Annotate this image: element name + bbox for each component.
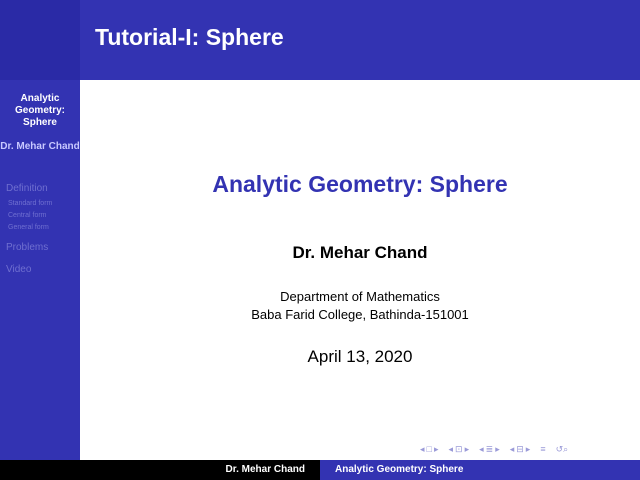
nav-subsection-forward-icon[interactable]: ▸: [464, 444, 470, 454]
institute: [80, 288, 640, 324]
navigation-symbols: [420, 441, 635, 457]
presentation-date: April 13, 2020: [307, 347, 413, 366]
nav-slide-forward-icon[interactable]: ▸: [525, 444, 531, 454]
presentation-author: Dr. Mehar Chand: [292, 243, 428, 262]
sidebar-title-text: Analytic Geometry: Sphere: [14, 93, 65, 128]
header-bar: [80, 0, 640, 80]
sidebar-item-general-form[interactable]: General form: [8, 224, 49, 231]
sidebar: [0, 80, 80, 460]
sidebar-item-central-form[interactable]: Central form: [8, 212, 47, 219]
nav-frame-back-icon[interactable]: ◂: [420, 444, 425, 454]
sidebar-author-text: Dr. Mehar Chand: [0, 141, 80, 152]
nav-zoom-icon[interactable]: ↺⌕: [555, 444, 569, 454]
nav-subsection-back-icon[interactable]: ◂: [448, 444, 454, 454]
sidebar-item-definition[interactable]: Definition: [6, 183, 48, 194]
nav-slide-icon[interactable]: ⊟: [516, 444, 524, 454]
nav-frame-forward-icon[interactable]: ▸: [433, 444, 439, 454]
header-corner: [0, 0, 80, 80]
college: Baba Farid College, Bathinda-151001: [251, 307, 469, 322]
footer-title-box: [320, 460, 640, 480]
nav-section-back-icon[interactable]: ◂: [479, 444, 484, 454]
footer-author-box: [0, 460, 320, 480]
nav-slide-back-icon[interactable]: ◂: [509, 444, 515, 454]
presentation-title: Analytic Geometry: Sphere: [212, 171, 508, 197]
nav-align-icon[interactable]: ≡: [540, 444, 546, 454]
nav-frame-icon[interactable]: □: [426, 444, 432, 454]
frame-title: Tutorial-I: Sphere: [95, 24, 284, 50]
nav-section-icon[interactable]: ≣: [485, 444, 494, 454]
sidebar-item-standard-form[interactable]: Standard form: [8, 200, 53, 207]
sidebar-title[interactable]: [0, 93, 80, 129]
footer-title: Analytic Geometry: Sphere: [335, 464, 464, 475]
nav-section-forward-icon[interactable]: ▸: [495, 444, 500, 454]
department: Department of Mathematics: [280, 289, 440, 304]
sidebar-item-problems[interactable]: Problems: [6, 242, 49, 253]
nav-subsection-icon[interactable]: ⊡: [455, 444, 463, 454]
footer-author: Dr. Mehar Chand: [225, 464, 305, 475]
sidebar-item-video[interactable]: Video: [6, 264, 32, 275]
sidebar-author[interactable]: [0, 141, 80, 153]
